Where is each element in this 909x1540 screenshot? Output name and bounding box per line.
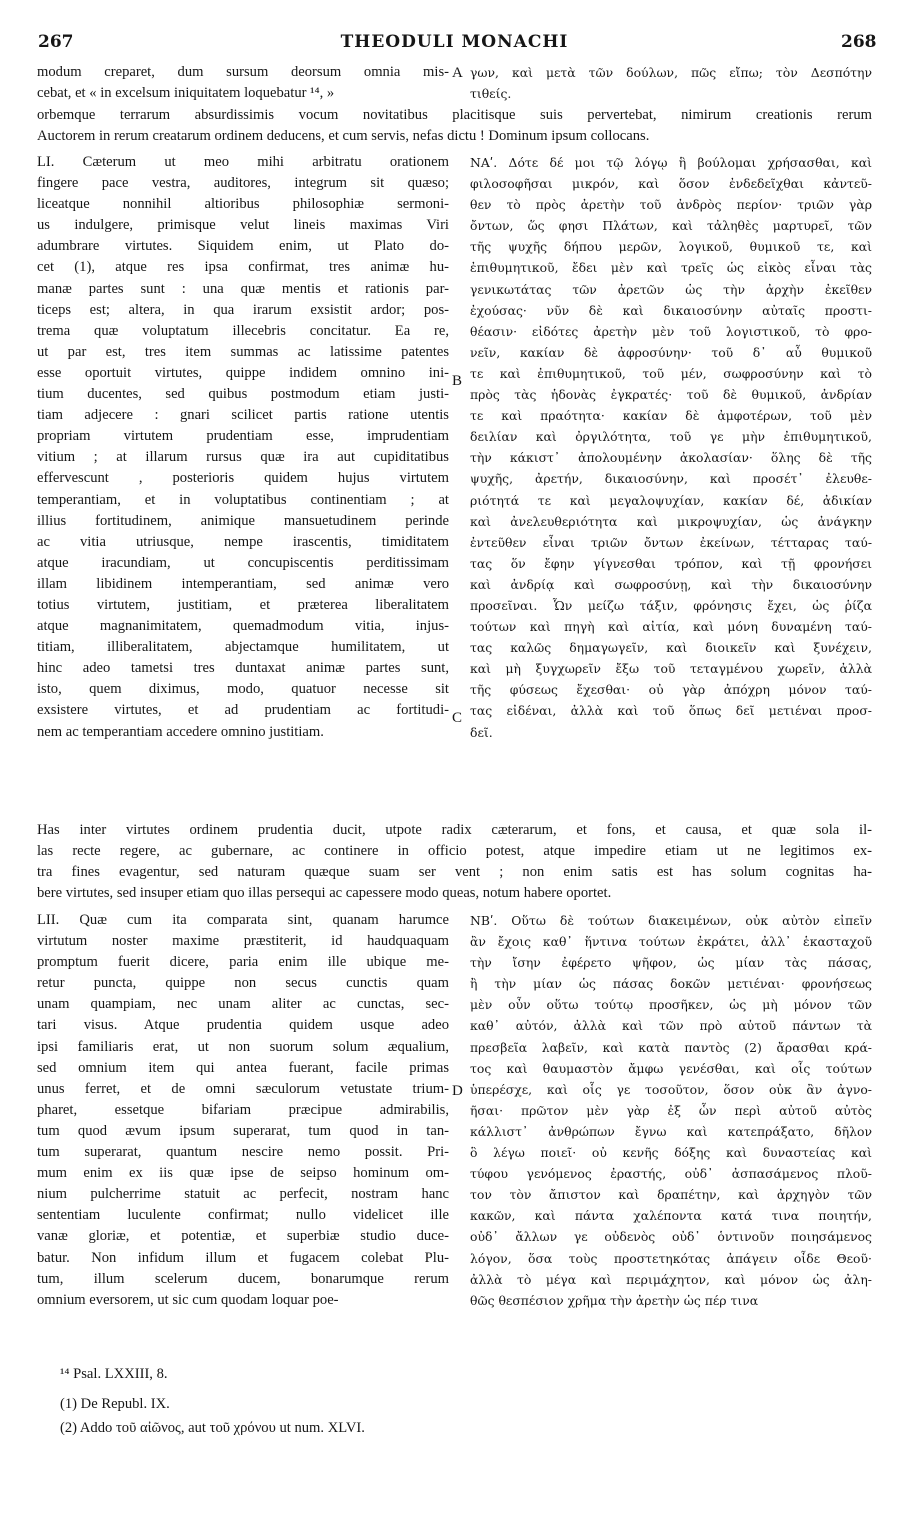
text-line: νεῖν, κακίαν δὲ ἀφροσύνην· τοῦ δ᾽ αὖ θυμικοῦ <box>470 344 872 360</box>
text-line: θέασιν· εἰδότες ἀρετὴν μὲν τοῦ λογιστικοῦ, τὸ φρο- <box>470 323 872 339</box>
text-line: τὴν ἴσην ἐφέρετο ψῆφον, ὡς μίαν τὰς πάσας, <box>470 955 872 971</box>
text-line: τιθείς. <box>470 86 512 102</box>
text-line: vitium ; at illarum rursus quæ ira aut cupiditatibus <box>37 449 449 466</box>
text-line: τε καὶ ἐπιθυμητικοῦ, τοῦ μέν, σωφροσύνην καὶ τὸ <box>470 365 872 381</box>
text-line: καὶ μὴ ξυγχωρεῖν ἔξω τοῦ τεταγμένου χωρεῖν, ἀλλὰ <box>470 661 872 677</box>
text-line: ψυχῆς, ἀρετήν, δικαιοσύνην, καὶ προσέτ᾽ ἐλευθε- <box>470 471 872 487</box>
text-line: omnium eversorem, ut sic cum quodam loquar poe- <box>37 1291 339 1308</box>
text-line: propriam virtutem prudentiam esse, imprudentiam <box>37 428 449 445</box>
text-line: tum superarat, quantum nescire nemo possit. Pri- <box>37 1144 449 1161</box>
text-line: τύφου γενόμενος ἐραστής, οὐδ᾽ ἀσπασάμενος πλοῦ- <box>470 1166 872 1182</box>
text-line: retur puncta, quippe non secus cunctis quam <box>37 975 449 992</box>
text-line: τον τὸν ἄπιστον καὶ δραπέτην, καὶ ἀρχηγὸν τῶν <box>470 1187 872 1203</box>
text-line: λόγον, ὅσα τοὺς προστετηκότας ἀπάγειν οἶδε Θεοῦ· <box>470 1250 872 1266</box>
text-line: τας καλῶς δημαγωγεῖν, καὶ διοικεῖν καὶ ξυνέχειν, <box>470 640 872 656</box>
text-line: nium pulcherrime statuit ac perfecit, nostram hanc <box>37 1186 449 1203</box>
text-line: virtutum noster maxime præstiterit, id haudquaquam <box>37 933 449 950</box>
text-line: promptum fuerit dicere, paria enim ille ubique me- <box>37 954 449 971</box>
text-line: esse oportuit virtutes, quippe indidem omnino ini- <box>37 364 449 381</box>
text-line: ἐπιθυμητικοῦ, ἔδει μὲν καὶ τρεῖς ὡς εἰκὸς εἶναι τὰς <box>470 260 872 276</box>
text-line: tiam adjecere : gnari scilicet partis ratione utentis <box>37 407 449 424</box>
text-line: hinc adeo tametsi tres duntaxat animæ partes sunt, <box>37 660 449 677</box>
text-line: atque iracundiam, ut concupiscentis perditissimam <box>37 554 449 571</box>
text-line: manæ partes sunt : una quæ mentis et rationis par- <box>37 280 449 297</box>
text-line: θεν τὸ πρὸς ἀρετὴν τοῦ ἀνδρὸς περίον· τριῶν γὰρ <box>470 197 872 213</box>
text-line: τὴν κάκιστ᾽ ἀπολουμένην ἀκολασίαν· ὅλης δὲ τῆς <box>470 450 872 466</box>
text-line: ὑπερέσχε, καὶ οἷς γε τοσοῦτον, ὅσον οὐκ ἂν ἀγνο- <box>470 1081 872 1097</box>
text-line: ἂν ἔχοις καθ᾽ ἥντινα τούτων ἐκράτει, ἀλλ᾽ ἑκασταχοῦ <box>470 934 872 950</box>
text-line: τῆς φύσεως ἔχεσθαι· οὐ γὰρ ἀπόχρη μόνον ταύ- <box>470 682 872 698</box>
text-line: tari visus. Atque prudentia quidem usque adeo <box>37 1017 449 1034</box>
text-line: τας ὅν ἔφην γίγνεσθαι τρόπον, καὶ τῇ φρονήσει <box>470 555 872 571</box>
text-line: ὃ λέγω ποιεῖ· οὐ κενῆς δόξης καὶ δυναστείας καὶ <box>470 1145 872 1161</box>
text-line: atque magnanimitatem, quemadmodum vitia, injus- <box>37 618 449 635</box>
text-line: τούτων καὶ πηγὴ καὶ αἰτία, καὶ μόνη δυναμένη ταύ- <box>470 619 872 635</box>
text-line: τος καὶ θαυμαστὸν ἄμφω γενέσθαι, καὶ οἷς τούτων <box>470 1060 872 1076</box>
text-line: unam quampiam, nec unam aliter ac cunctas, sec- <box>37 996 449 1013</box>
text-line: ἢ τὴν μίαν ὡς πάσας δοκῶν μετιέναι· φρονήσεως <box>470 976 872 992</box>
greek-column-section-2 <box>470 152 872 743</box>
text-line: LI. Cæterum ut meo mihi arbitratu orationem <box>37 154 449 170</box>
margin-marker-b: B <box>452 373 463 389</box>
text-line: effervescunt , posterioris quidem hujus virtutem <box>37 470 449 487</box>
full-width-text-1 <box>37 105 872 147</box>
full-width-text-2 <box>37 820 872 904</box>
text-line: temperantiam, et in voluptatibus continentiam ; at <box>37 491 449 508</box>
text-line: ΝΒʹ. Οὕτω δὲ τούτων διακειμένων, οὐκ αὐτὸν εἰπεῖν <box>470 913 872 928</box>
text-line: καθ᾽ αὐτόν, ἀλλὰ καὶ τῶν πρὸ αὐτοῦ πάντων τὰ <box>470 1018 872 1034</box>
text-line: καὶ ἀνελευθεριότητα καὶ μικροψυχίαν, ὡς ἀνάγκην <box>470 513 872 529</box>
text-line: κακῶν, καὶ πάντα χαλέποντα κατά τινα ποιητήν, <box>470 1208 872 1224</box>
text-line: ῆσαι· πρῶτον μὲν γὰρ ἐξ ὧν περὶ αὐτοῦ αὐτὸς <box>470 1102 872 1118</box>
margin-marker-c: C <box>452 710 463 726</box>
text-line: vanæ gloriæ, et potentiæ, et superbiæ studio duce- <box>37 1228 449 1245</box>
text-line: tum quod ævum ipsum superarat, tum quod in tan- <box>37 1122 449 1139</box>
text-line: προσεῖναι. Ὧν μείζω τάξιν, φρόνησις ἔχει, ὡς ῥίζα <box>470 597 872 613</box>
text-line: τε καὶ πραότητα· κακίαν δὲ ἀμφοτέρων, τοῦ μὲν <box>470 408 872 424</box>
text-line: pharet, essetque bifariam præcipue admirabilis, <box>37 1101 449 1118</box>
footnotes <box>60 1362 365 1440</box>
text-line: orbemque terrarum absurdissimis vocum novitatibus placitisque suis pervertebat, nimirum creationis rerum <box>37 107 872 123</box>
text-line: οὐδ᾽ ἄλλων γε οὐδενὸς οὐδ᾽ ὁντινοῦν ποιησάμενος <box>470 1229 872 1245</box>
text-line: illam libidinem intemperantiam, sed animæ vero <box>37 575 449 592</box>
margin-marker-d: D <box>452 1083 463 1099</box>
text-line: ἀλλὰ τὸ μέγα καὶ περιμάχητον, καὶ μόνον ὡς ἀλη- <box>470 1271 872 1287</box>
text-line: mum enim ex iis quæ ipse de seipso hominum om- <box>37 1165 449 1182</box>
text-line: fingere pace vestra, auditores, integrum sit quæso; <box>37 175 449 192</box>
text-line: ὄντων, ὥς φησι Πλάτων, καὶ τἀληθὲς μαρτυρεῖ, τῶν <box>470 218 872 234</box>
footnote-scripture: ¹⁴ Psal. LXXIII, 8. <box>60 1366 168 1382</box>
text-line: ἐντεῦθεν εἶναι τριῶν ὄντων ἐκείνων, τέτταρας ταύ- <box>470 534 872 550</box>
text-line: ut par est, tres item summas ac latissime patentes <box>37 343 449 360</box>
text-line: πρὸς τὰς ἡδονὰς ἐγκρατές· τοῦ δὲ θυμικοῦ, ἀνδρίαν <box>470 387 872 403</box>
text-line: cebat, et « in excelsum iniquitatem loquebatur ¹⁴, » <box>37 85 335 102</box>
text-line: ἐχούσας· νῦν δὲ καὶ δικαιοσύνην αὐταῖς προστι- <box>470 302 872 318</box>
text-line: ticeps est; altera, in qua irarum exsistit ardor; pos- <box>37 301 449 318</box>
text-line: liceatque nonnihil altioribus philosophiæ sermoni- <box>37 196 449 213</box>
text-line: Auctorem in rerum creatarum ordinem deducens, et cum servis, nefas dictu ! Dominum ipsum collocans. <box>37 128 650 145</box>
text-line: illius fortitudinem, animique mansuetudinem perinde <box>37 512 449 529</box>
margin-marker-a: A <box>452 65 463 81</box>
text-line: tum, illum scelerum ducem, bonarumque rerum <box>37 1270 449 1287</box>
page-number-left: 267 <box>38 32 74 52</box>
text-line: las recte regere, ac gubernare, ac continere in officio potest, atque impedire etiam ut ne legitimos ex- <box>37 843 872 860</box>
text-line: LII. Quæ cum ita comparata sint, quanam harumce <box>37 912 449 928</box>
latin-column-section-1 <box>37 62 449 104</box>
text-line: γενικωτάτας τῶν ἀρετῶν ὡς τὴν ἀρχὴν ἐκεῖθεν <box>470 281 872 297</box>
text-line: modum creparet, dum sursum deorsum omnia mis- <box>37 64 449 80</box>
text-line: sed omnium item qui antea fuerant, facile primas <box>37 1059 449 1076</box>
text-line: φιλοσοφῆσαι μικρόν, καὶ ὅσον ἐνδεδεῖχθαι κἀντεῦ- <box>470 176 872 192</box>
text-line: δειλίαν καὶ ὀργιλότητα, τοῦ γε μὴν ἐπιθυμητικοῦ, <box>470 429 872 445</box>
text-line: adumbrare virtutes. Siquidem enim, ut Plato do- <box>37 238 449 255</box>
text-line: ipsi familiaris erat, ut non suorum solum æqualium, <box>37 1038 449 1055</box>
text-line: ριότητά τε καὶ μεγαλοψυχίαν, κακίαν δέ, ἀδικίαν <box>470 492 872 508</box>
text-line: tium ducentes, sed quibus postmodum etiam justi- <box>37 386 449 403</box>
text-line: δεῖ. <box>470 724 493 740</box>
text-line: μὲν οὖν οὕτω τούτῳ προσῆκεν, ὡς μὴ μόνον τῶν <box>470 997 872 1013</box>
text-line: tra fines evagentur, sed naturam quæque suam ser vent ; non enim satis est has solum cognitas ha- <box>37 864 872 881</box>
latin-column-section-3 <box>37 910 449 1311</box>
text-line: us indulgere, primisque velut lineis maximas Viri <box>37 217 449 234</box>
text-line: trema quæ voluptatum illecebris concitatur. Ea re, <box>37 322 449 339</box>
text-line: cet (1), atque res ipsa confirmat, tres animæ hu- <box>37 259 449 276</box>
text-line: totius virtutem, justitiam, et præterea liberalitatem <box>37 596 449 613</box>
text-line: καὶ ἀνδρίᾳ καὶ σωφροσύνῃ, καὶ τὴν δικαιοσύνην <box>470 576 872 592</box>
text-line: isto, quem diximus, modo, quatuor necesse sit <box>37 681 449 698</box>
text-line: exsistere virtutes, et ad prudentiam ac fortitudi- <box>37 702 449 719</box>
footnote-1: (1) De Republ. IX. <box>60 1396 170 1412</box>
text-line: τῆς ψυχῆς δήπου μερῶν, λογικοῦ, θυμικοῦ τε, καὶ <box>470 239 872 255</box>
text-line: τας εἰδέναι, ἀλλὰ καὶ τοῦ ὅπως δεῖ μετιέναι προσ- <box>470 703 872 719</box>
text-line: titiam, illiberalitatem, abjectamque humilitatem, ut <box>37 639 449 656</box>
text-line: Has inter virtutes ordinem prudentia ducit, utpote radix cæterarum, et fons, et causa, et quæ sola il- <box>37 822 872 838</box>
text-line: bere virtutes, sed insuper etiam quo illas persequi ac capessere modo queas, notum habere oportet. <box>37 885 612 902</box>
text-line: πρεσβεῖα λαβεῖν, καὶ κατὰ παντὸς (2) ἄρασθαι κρά- <box>470 1039 872 1055</box>
page-number-right: 268 <box>841 32 877 52</box>
text-line: sententiam luculente confirmat; nullo videlicet ille <box>37 1207 449 1224</box>
text-line: ac vitia utriusque, nempe irascentis, timiditatem <box>37 533 449 550</box>
text-line: batur. Non infidum illum et fugacem colebat Plu- <box>37 1249 449 1266</box>
text-line: unus ferret, et de omni sæculorum vetustate trium- <box>37 1080 449 1097</box>
text-line: ΝΑʹ. Δότε δέ μοι τῷ λόγῳ ἣ βούλομαι χρήσασθαι, καὶ <box>470 155 872 170</box>
text-line: θῶς θεσπέσιον χρῆμα τὴν ἀρετὴν ὡς πέρ τινα <box>470 1292 759 1308</box>
text-line: κάλλιστ᾽ ἀνθρώπων ἔγνω καὶ κατεπράξατο, δῆλον <box>470 1123 872 1139</box>
running-title: THEODULI MONACHI <box>340 32 569 52</box>
footnote-2: (2) Addo τοῦ αἰῶνος, aut τοῦ χρόνου ut num. XLVI. <box>60 1420 365 1436</box>
greek-column-section-1 <box>470 62 872 104</box>
latin-column-section-2 <box>37 152 449 743</box>
text-line: γων, καὶ μετὰ τῶν δούλων, πῶς εἴπω; τὸν Δεσπότην <box>470 65 872 80</box>
text-line: nem ac temperantiam accedere omnino justitiam. <box>37 723 324 740</box>
greek-column-section-3 <box>470 910 872 1311</box>
